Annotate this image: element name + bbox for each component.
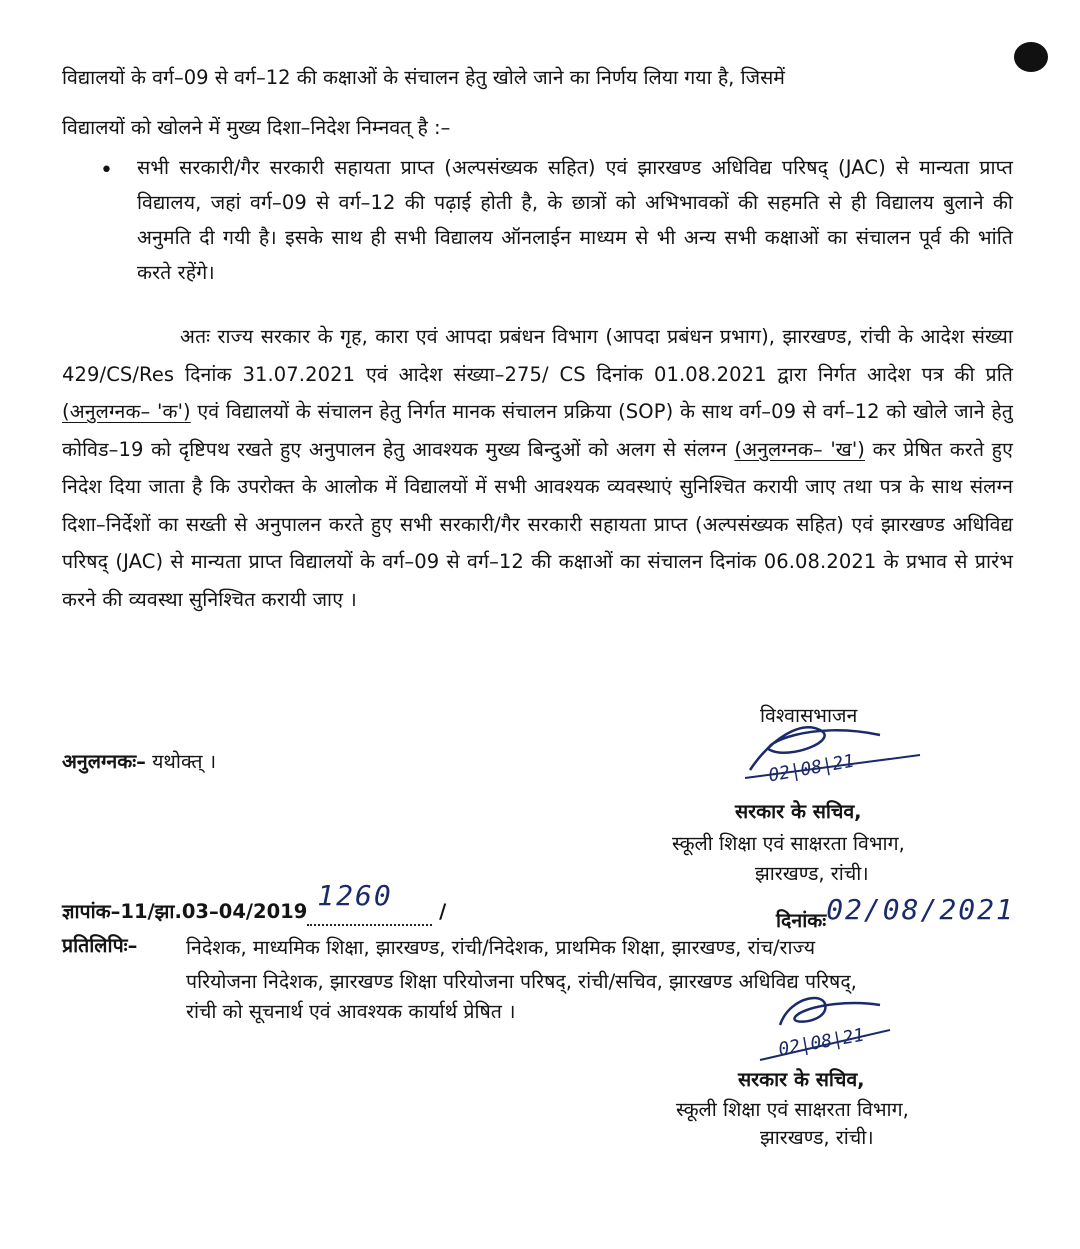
- memo-number-slot: [307, 879, 432, 926]
- memo-number: 1260: [317, 879, 393, 912]
- annexure-ka: (अनुलग्नक– 'क'): [62, 400, 191, 423]
- date-line: [776, 893, 1015, 935]
- sig2-place: झारखण्ड, रांची।: [760, 1126, 874, 1149]
- bullet-text: सभी सरकारी/गैर सरकारी सहायता प्राप्त (अल्पसंख्यक सहित) एवं झारखण्ड अधिविद्य परिषद् (JAC) से मान्यता प्राप्त विद्यालय, जहां वर्ग–09 से वर्ग–12 की पढ़ाई होती है, के छात्रों को अभिभावकों की सहमति से ही विद्यालय बुलाने की अनुमति दी गयी है। इसके साथ ही सभी विद्यालय ऑनलाईन माध्यम से भी अन्य सभी कक्षाओं का संचालन पूर्व की भांति करते रहेंगे।: [137, 156, 1013, 284]
- bullet-icon: •: [100, 158, 113, 183]
- annexure-kha: (अनुलग्नक– 'ख'): [734, 437, 866, 461]
- memo-line: [62, 879, 447, 926]
- date-label: दिनांकः: [776, 909, 827, 932]
- signature-1-scribble: [730, 700, 930, 790]
- signature-2-scribble: [740, 985, 910, 1070]
- top-para-line2: विद्यालयों को खोलने में मुख्य दिशा–निदेश निम्नवत् है :–: [62, 116, 451, 139]
- main-para-part2: एवं विद्यालयों के संचालन हेतु निर्गत मानक संचालन प्रक्रिया (SOP) के साथ वर्ग–09 से वर्ग–12 को खोले जाने हेतु कोविड–19 को दृष्टिपथ रखते हुए अनुपालन हेतु आवश्यक मुख्य बिन्दुओं को अलग से संलग्न: [62, 400, 1013, 461]
- copy-line3: रांची को सूचनार्थ एवं आवश्यक कार्यार्थ प्रेषित ।: [186, 1000, 516, 1023]
- closing-text: विश्वासभाजन: [760, 704, 858, 727]
- sig2-title: सरकार के सचिव,: [738, 1068, 865, 1091]
- sig1-dept: स्कूली शिक्षा एवं साक्षरता विभाग,: [672, 832, 905, 855]
- memo-label: ज्ञापांक–11/झा.03–04/2019: [62, 900, 308, 923]
- copy-line1: निदेशक, माध्यमिक शिक्षा, झारखण्ड, रांची/निदेशक, प्राथमिक शिक्षा, झारखण्ड, रांच/राज्य: [186, 936, 816, 959]
- sig1-place: झारखण्ड, रांची।: [755, 862, 869, 885]
- ink-blot: [1014, 42, 1048, 72]
- annexure-line: [62, 748, 216, 776]
- copy-label: प्रतिलिपिः–: [62, 934, 138, 957]
- memo-slash: /: [439, 900, 447, 923]
- sig1-title: सरकार के सचिव,: [735, 800, 862, 823]
- annexure-label: अनुलग्नकः–: [62, 750, 146, 773]
- main-paragraph: [62, 318, 1013, 618]
- top-para-line1: विद्यालयों के वर्ग–09 से वर्ग–12 की कक्षाओं के संचालन हेतु खोले जाने का निर्णय लिया गया है, जिसमें: [62, 66, 785, 89]
- copy-line2: परियोजना निदेशक, झारखण्ड शिक्षा परियोजना परिषद्, रांची/सचिव, झारखण्ड अधिविद्य परिषद्,: [186, 970, 857, 993]
- signature-1-date: 02|08|21: [766, 750, 856, 787]
- date-value: 02/08/2021: [826, 893, 1015, 926]
- annexure-value: यथोक्त् ।: [152, 750, 217, 773]
- sig2-dept: स्कूली शिक्षा एवं साक्षरता विभाग,: [676, 1098, 909, 1121]
- main-para-part3: कर प्रेषित करते हुए निदेश दिया जाता है कि उपरोक्त के आलोक में विद्यालयों में सभी आवश्यक व्यवस्थाएं सुनिश्चित करायी जाए तथा पत्र के साथ संलग्न दिशा–निर्देशों का सख्ती से अनुपालन करते हुए सभी सरकारी/गैर सरकारी सहायता प्राप्त (अल्पसंख्यक सहित) एवं झारखण्ड अधिविद्य परिषद् (JAC) से मान्यता प्राप्त विद्यालयों के वर्ग–09 से वर्ग–12 की कक्षाओं का संचालन दिनांक 06.08.2021 के प्रभाव से प्रारंभ करने की व्यवस्था सुनिश्चित करायी जाए ।: [62, 437, 1013, 611]
- signature-2-date: 02|08|21: [776, 1024, 866, 1061]
- main-para-part1: अतः राज्य सरकार के गृह, कारा एवं आपदा प्रबंधन विभाग (आपदा प्रबंधन प्रभाग), झारखण्ड, रांची के आदेश संख्या 429/CS/Res दिनांक 31.07.2021 एवं आदेश संख्या–275/ CS दिनांक 01.08.2021 द्वारा निर्गत आदेश पत्र की प्रति: [62, 325, 1013, 386]
